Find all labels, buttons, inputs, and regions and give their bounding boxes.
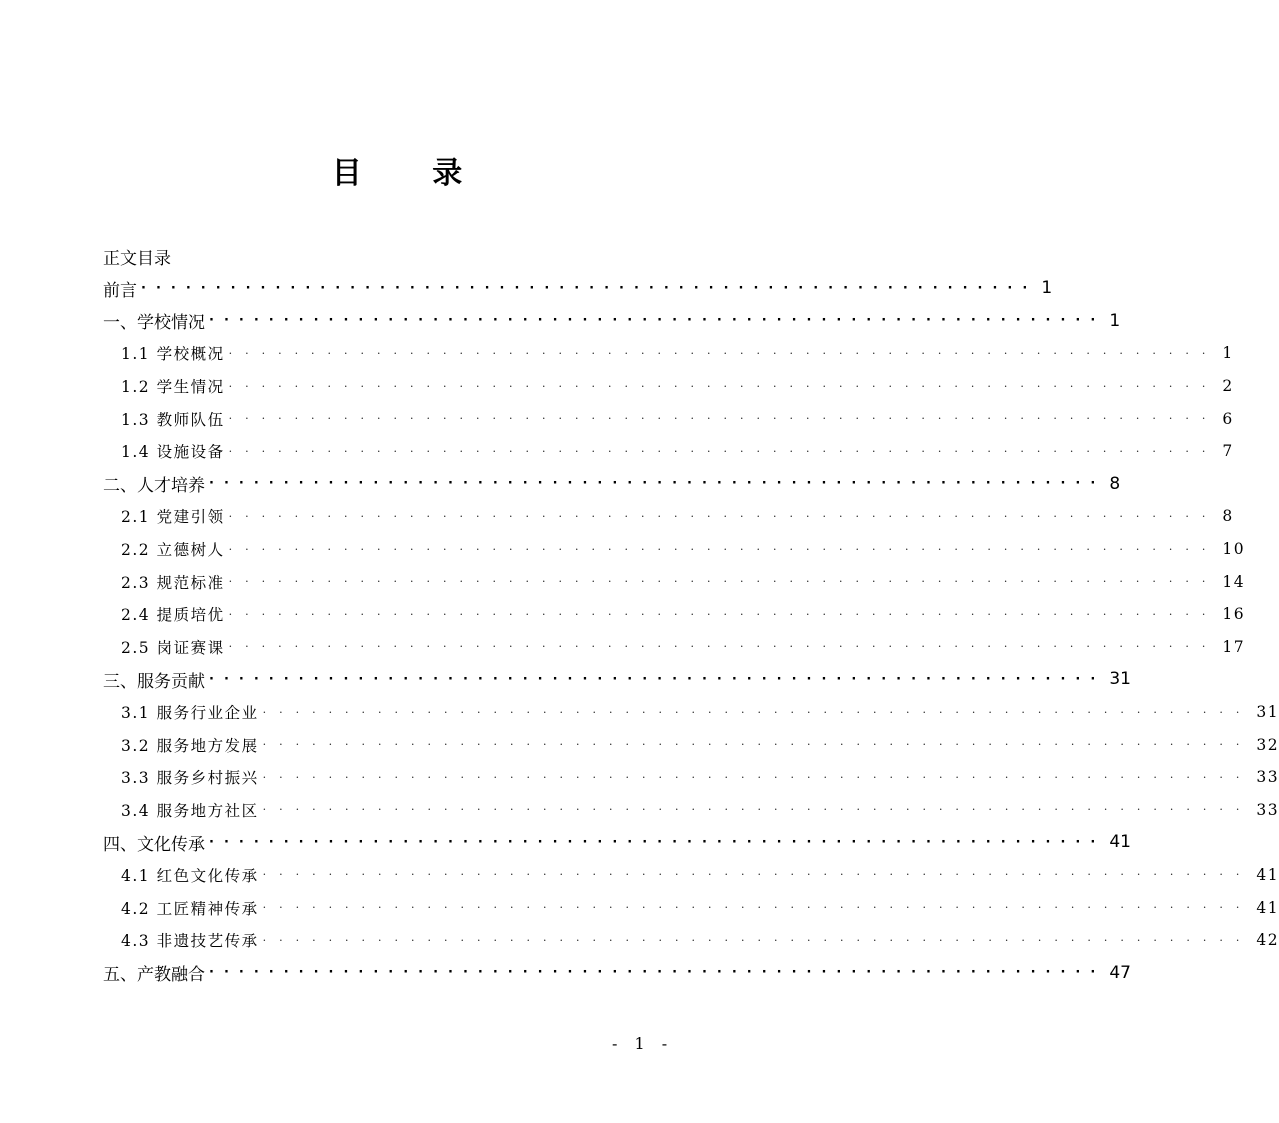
toc-entry[interactable]: [103, 272, 1053, 305]
toc-dot-leader: ····························································: [262, 705, 1253, 719]
toc-entry[interactable]: [103, 826, 1131, 859]
toc-entry[interactable]: [103, 891, 1279, 924]
toc-entry-label: 三、服务贡献: [103, 671, 205, 692]
toc-entry-page: 7: [1222, 442, 1234, 461]
toc-entry[interactable]: [103, 794, 1279, 827]
toc-entry[interactable]: [103, 956, 1131, 989]
toc-entry-page: 16: [1222, 605, 1246, 624]
toc-entry-label: 2.2 立德树人: [121, 541, 225, 560]
toc-entry[interactable]: [103, 761, 1279, 794]
toc-entry-page: 8: [1222, 507, 1234, 526]
toc-entry-page: 10: [1222, 540, 1246, 559]
toc-entry-page: 41: [1256, 865, 1279, 884]
toc-entry-label: 四、文化传承: [103, 834, 205, 855]
toc-dot-leader: ····························································: [262, 933, 1253, 947]
toc-entry[interactable]: [103, 468, 1121, 501]
toc-entry-label: 2.3 规范标准: [121, 573, 225, 592]
toc-entry-page: 41: [1109, 832, 1131, 853]
toc-entry[interactable]: [103, 924, 1279, 957]
toc-dot-leader: ····························································: [228, 575, 1219, 589]
toc-dot-leader: ····························································: [209, 834, 1106, 850]
toc-entry-label: 前言: [103, 280, 137, 301]
toc-entry-label: 1.3 教师队伍: [121, 410, 225, 429]
toc-dot-leader: ····························································: [141, 280, 1038, 296]
toc-entry-page: 2: [1222, 377, 1234, 396]
toc-entry-label: 3.2 服务地方发展: [121, 736, 259, 755]
toc-entry-page: 1: [1109, 310, 1121, 331]
toc-entry-page: 31: [1109, 669, 1131, 690]
toc-entry-page: 1: [1041, 278, 1053, 299]
toc-dot-leader: ····························································: [228, 607, 1219, 621]
toc-entry-label: 1.2 学生情况: [121, 378, 225, 397]
toc-entry-label: 2.5 岗证赛课: [121, 638, 225, 657]
toc-entry-page: 42: [1256, 931, 1279, 950]
toc-dot-leader: ····························································: [262, 803, 1253, 817]
toc-entry-page: 33: [1256, 768, 1279, 787]
toc-dot-leader: ····························································: [262, 770, 1253, 784]
page-title: 目 录: [331, 156, 493, 191]
toc-dot-leader: ····························································: [209, 671, 1106, 687]
toc-entry-label: 1.4 设施设备: [121, 443, 225, 462]
toc-dot-leader: ····························································: [228, 379, 1219, 393]
toc-entry[interactable]: [103, 370, 1234, 403]
toc-entry-label: 3.4 服务地方社区: [121, 801, 259, 820]
toc-entry[interactable]: [103, 728, 1279, 761]
toc-dot-leader: ····························································: [209, 313, 1106, 329]
toc-entry-label: 1.1 学校概况: [121, 345, 225, 364]
toc-entry[interactable]: [103, 696, 1279, 729]
toc-dot-leader: ····························································: [228, 542, 1219, 556]
toc-entry-page: 8: [1109, 473, 1121, 494]
toc-entry[interactable]: [103, 631, 1246, 664]
toc-entry[interactable]: [103, 859, 1279, 892]
toc-subtitle: 正文目录: [103, 249, 171, 269]
toc-entry[interactable]: [103, 565, 1246, 598]
toc-entry-page: 6: [1222, 409, 1234, 428]
toc-entry[interactable]: [103, 435, 1234, 468]
toc-entry-label: 4.2 工匠精神传承: [121, 899, 259, 918]
toc-entry-page: 32: [1256, 735, 1279, 754]
toc-dot-leader: ····························································: [228, 346, 1219, 360]
toc-dot-leader: ····························································: [262, 901, 1253, 915]
toc-entry-page: 33: [1256, 800, 1279, 819]
toc-dot-leader: ····························································: [228, 640, 1219, 654]
toc-entry[interactable]: [103, 533, 1246, 566]
toc-entry-page: 1: [1222, 344, 1234, 363]
toc-entry-label: 3.1 服务行业企业: [121, 704, 259, 723]
toc-entry-label: 4.3 非遗技艺传承: [121, 932, 259, 951]
toc-entry-page: 47: [1109, 962, 1131, 983]
toc-entry[interactable]: [103, 598, 1246, 631]
toc-entry-label: 一、学校情况: [103, 313, 205, 334]
toc-entry-label: 2.4 提质培优: [121, 606, 225, 625]
toc-entry[interactable]: [103, 305, 1121, 338]
toc-dot-leader: ····························································: [228, 509, 1219, 523]
toc-dot-leader: ····························································: [228, 444, 1219, 458]
toc-dot-leader: ····························································: [209, 965, 1106, 981]
toc-entry[interactable]: [103, 402, 1234, 435]
toc-entry[interactable]: [103, 663, 1131, 696]
page-number: - 1 -: [612, 1034, 674, 1053]
toc-entry[interactable]: [103, 337, 1234, 370]
toc-entry-page: 14: [1222, 572, 1246, 591]
toc-entry-page: 17: [1222, 637, 1246, 656]
toc-entry-label: 五、产教融合: [103, 965, 205, 986]
toc-entry-label: 4.1 红色文化传承: [121, 866, 259, 885]
toc-entry[interactable]: [103, 500, 1234, 533]
table-of-contents: [103, 272, 1279, 989]
toc-entry-label: 2.1 党建引领: [121, 508, 225, 527]
toc-entry-label: 3.3 服务乡村振兴: [121, 769, 259, 788]
toc-dot-leader: ····························································: [262, 868, 1253, 882]
toc-dot-leader: ····························································: [209, 476, 1106, 492]
toc-entry-page: 41: [1256, 898, 1279, 917]
toc-dot-leader: ····························································: [228, 412, 1219, 426]
toc-dot-leader: ····························································: [262, 738, 1253, 752]
toc-entry-label: 二、人才培养: [103, 476, 205, 497]
toc-entry-page: 31: [1256, 703, 1279, 722]
